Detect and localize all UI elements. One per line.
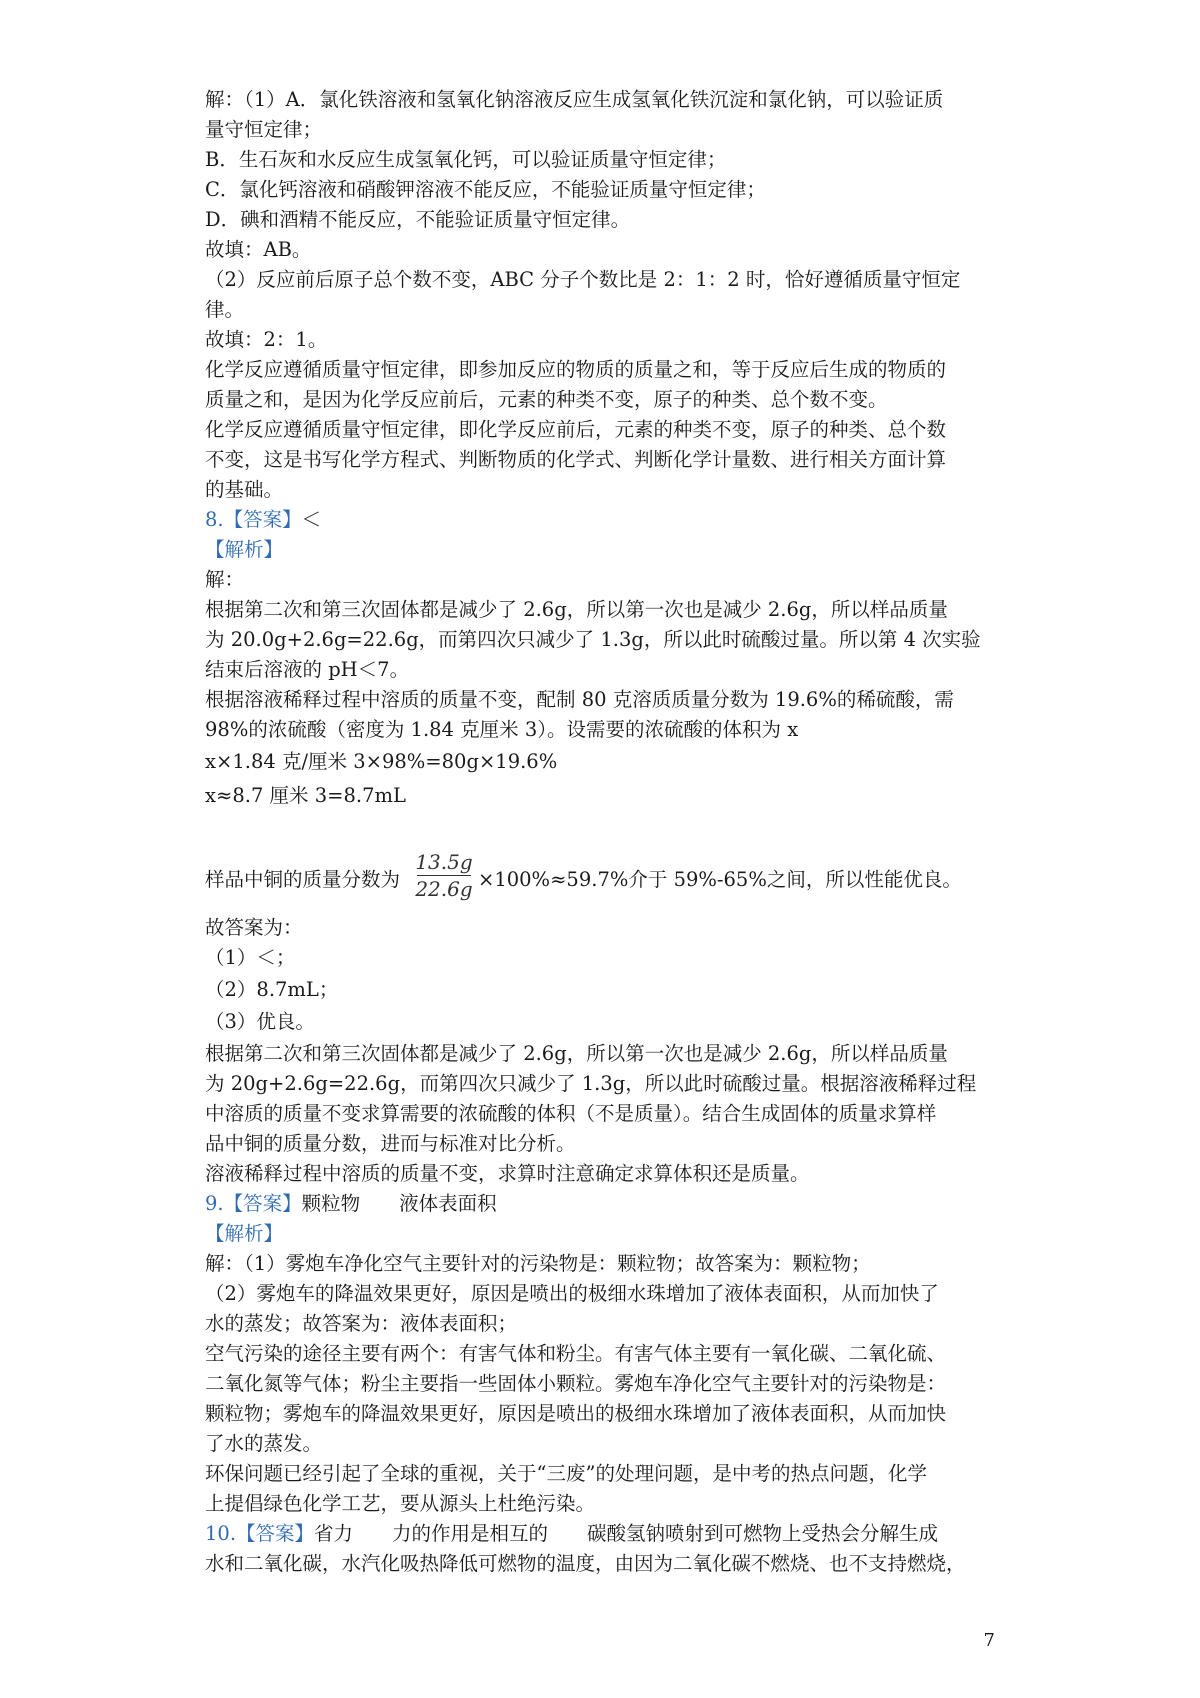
fraction-bar [417, 875, 471, 876]
text-line: 故填：AB。 [205, 238, 312, 261]
text-line: 空气污染的途径主要有两个：有害气体和粉尘。有害气体主要有一氧化碳、二氧化硫、 [205, 1342, 947, 1365]
answer-heading-10: 10.【答案】省力 力的作用是相互的 碳酸氢钠喷射到可燃物上受热会分解生成 [205, 1522, 939, 1545]
text-line: （3）优良。 [205, 1010, 315, 1033]
text-line: 上提倡绿色化学工艺，要从源头上杜绝污染。 [205, 1492, 596, 1515]
text-line: 颗粒物；雾炮车的降温效果更好，原因是喷出的极细水珠增加了液体表面积，从而加快 [205, 1402, 947, 1425]
text-line: （2）8.7mL； [205, 978, 339, 1001]
answer-heading-9: 9.【答案】颗粒物 液体表面积 [205, 1192, 497, 1215]
text-line: 水和二氧化碳，水汽化吸热降低可燃物的温度，由因为二氧化碳不燃烧、也不支持燃烧， [205, 1552, 966, 1575]
text-line: C．氯化钙溶液和硝酸钾溶液不能反应，不能验证质量守恒定律； [205, 178, 766, 201]
text-line: D．碘和酒精不能反应，不能验证质量守恒定律。 [205, 208, 631, 231]
text-line: x≈8.7 厘米 3=8.7mL [205, 784, 406, 807]
text-line: 结束后溶液的 pH＜7。 [205, 658, 410, 681]
text-line: x×1.84 克/厘米 3×98%=80g×19.6% [205, 750, 558, 773]
text-line: 故答案为： [205, 916, 303, 939]
text-line: （2）雾炮车的降温效果更好，原因是喷出的极细水珠增加了液体表面积，从而加快了 [205, 1282, 939, 1305]
text-line: 根据第二次和第三次固体都是减少了 2.6g，所以第一次也是减少 2.6g，所以样品质量 [205, 598, 948, 621]
answer-heading-8: 8.【答案】＜ [205, 508, 322, 531]
text-line: 根据第二次和第三次固体都是减少了 2.6g，所以第一次也是减少 2.6g，所以样品质量 [205, 1042, 948, 1065]
analysis-heading-8: 【解析】 [205, 538, 284, 561]
text-line: 化学反应遵循质量守恒定律，即化学反应前后，元素的种类不变，原子的种类、总个数 [205, 418, 947, 441]
text-line: 不变，这是书写化学方程式、判断物质的化学式、判断化学计量数、进行相关方面计算 [205, 448, 947, 471]
text-line: 环保问题已经引起了全球的重视，关于“三废”的处理问题，是中考的热点问题，化学 [205, 1462, 927, 1485]
text-line: （1）＜； [205, 946, 296, 969]
text-line: 解：（1）A．氯化铁溶液和氢氧化钠溶液反应生成氢氧化铁沉淀和氯化钠，可以验证质 [205, 88, 944, 111]
text-line: 量守恒定律； [205, 118, 323, 141]
text-line: 质量之和，是因为化学反应前后，元素的种类不变，原子的种类、总个数不变。 [205, 388, 888, 411]
text-line: 为 20.0g+2.6g=22.6g，而第四次只减少了 1.3g，所以此时硫酸过量。所以第 4 次实验 [205, 628, 981, 651]
text-line: ×100%≈59.7%介于 59%-65%之间，所以性能优良。 [478, 868, 962, 891]
text-line: 为 20g+2.6g=22.6g，而第四次只减少了 1.3g，所以此时硫酸过量。根据溶液稀释过程 [205, 1072, 977, 1095]
text-line: 98%的浓硫酸（密度为 1.84 克厘米 3）。设需要的浓硫酸的体积为 x [205, 718, 799, 741]
text-line: 律。 [205, 298, 245, 321]
text-line: B．生石灰和水反应生成氢氧化钙，可以验证质量守恒定律； [205, 148, 727, 171]
text-line: 溶液稀释过程中溶质的质量不变，求算时注意确定求算体积还是质量。 [205, 1162, 810, 1185]
text-line: 水的蒸发；故答案为：液体表面积； [205, 1312, 518, 1335]
text-line: （2）反应前后原子总个数不变，ABC 分子个数比是 2：1：2 时，恰好遵循质量守恒定 [205, 268, 961, 291]
mass-fraction [415, 850, 473, 901]
text-line: 品中铜的质量分数，进而与标准对比分析。 [205, 1132, 576, 1155]
text-line: 中溶质的质量不变求算需要的浓硫酸的体积（不是质量）。结合生成固体的质量求算样 [205, 1102, 937, 1125]
text-line: 二氧化氮等气体；粉尘主要指一些固体小颗粒。雾炮车净化空气主要针对的污染物是： [205, 1372, 947, 1395]
fraction-denominator: 22.6g [415, 877, 473, 901]
text-line: 解： [205, 568, 245, 591]
text-line: 化学反应遵循质量守恒定律，即参加反应的物质的质量之和，等于反应后生成的物质的 [205, 358, 947, 381]
fraction-numerator: 13.5g [415, 850, 473, 874]
text-line: 故填：2：1。 [205, 328, 328, 351]
text-line: 根据溶液稀释过程中溶质的质量不变，配制 80 克溶质质量分数为 19.6%的稀硫酸，需 [205, 688, 954, 711]
text-line: 解：（1）雾炮车净化空气主要针对的污染物是：颗粒物；故答案为：颗粒物； [205, 1252, 871, 1275]
text-line: 了水的蒸发。 [205, 1432, 323, 1455]
text-line: 的基础。 [205, 478, 284, 501]
analysis-heading-9: 【解析】 [205, 1222, 284, 1245]
text-line: 样品中铜的质量分数为 [205, 868, 401, 891]
page-number: 7 [983, 1630, 995, 1651]
